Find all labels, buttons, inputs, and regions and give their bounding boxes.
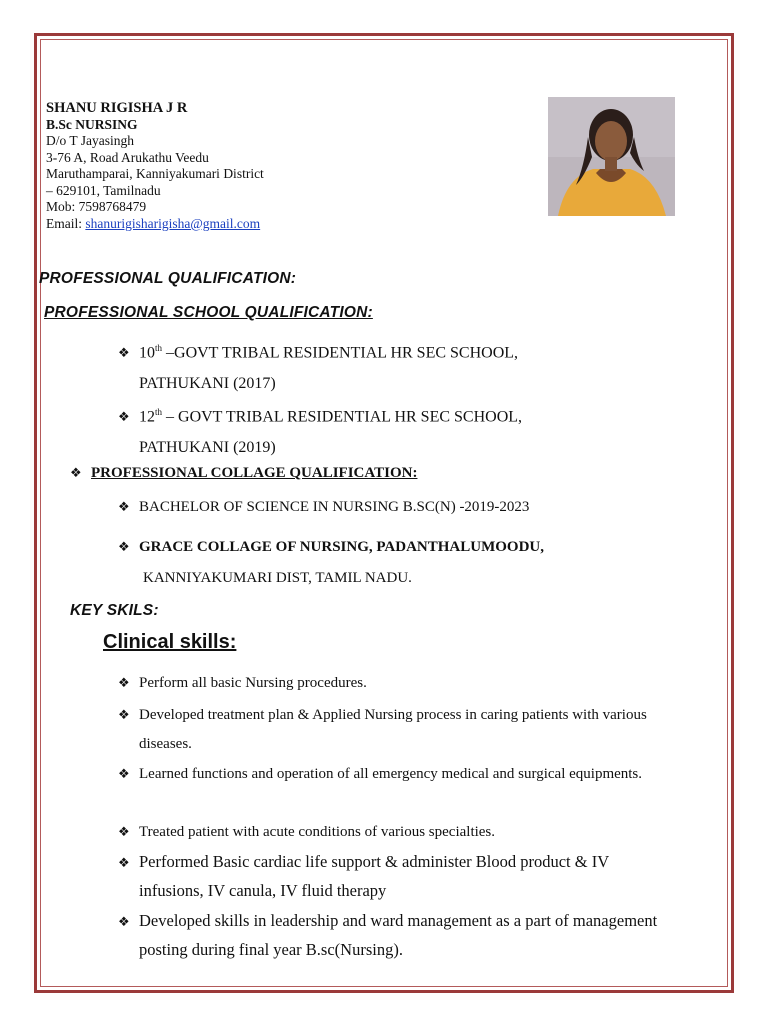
college-qualification-heading: PROFESSIONAL COLLAGE QUALIFICATION:: [91, 465, 418, 481]
diamond-bullet-icon: ❖: [118, 767, 130, 782]
profile-photo: [548, 97, 675, 216]
skill-text: Performed Basic cardiac life support & administer Blood product & IV infusions, IV canula, IV fluid therapy: [139, 852, 609, 900]
skill-text: Developed treatment plan & Applied Nursing process in caring patients with various diseases.: [139, 707, 647, 752]
skill-text: Learned functions and operation of all emergency medical and surgical equipments.: [139, 766, 643, 782]
address-line-3: – 629101, Tamilnadu: [46, 182, 161, 198]
address-line-2: Maruthamparai, Kanniyakumari District: [46, 166, 264, 181]
college-name-row: [118, 532, 544, 593]
candidate-name: SHANU RIGISHA J R: [46, 100, 188, 116]
parent-line: D/o T Jayasingh: [46, 133, 135, 148]
skill-item: [118, 847, 678, 905]
diamond-bullet-icon: ❖: [118, 410, 130, 426]
college-name: GRACE COLLAGE OF NURSING, PADANTHALUMOODU,: [139, 539, 545, 555]
header-block: [46, 100, 264, 232]
school-2-num: 12: [139, 408, 155, 426]
skill-item: [118, 669, 678, 698]
clinical-skills-heading: Clinical skills:: [103, 631, 237, 653]
school-1-line1: –GOVT TRIBAL RESIDENTIAL HR SEC SCHOOL,: [162, 344, 519, 362]
key-skills-heading: KEY SKILS:: [70, 602, 159, 619]
email-label: Email:: [46, 215, 86, 231]
skill-text: Treated patient with acute conditions of various specialties.: [139, 824, 496, 840]
school-2-line2: PATHUKANI (2019): [139, 439, 276, 457]
skill-text: Developed skills in leadership and ward management as a part of management posting during final year B.sc(Nursing).: [139, 911, 658, 959]
diamond-bullet-icon: ❖: [118, 915, 130, 930]
school-2-sup: th: [155, 407, 163, 417]
diamond-bullet-icon: ❖: [70, 466, 82, 481]
college-degree-row: [118, 492, 529, 523]
diamond-bullet-icon: ❖: [118, 676, 130, 691]
diamond-bullet-icon: ❖: [118, 540, 130, 555]
college-degree: BACHELOR OF SCIENCE IN NURSING B.SC(N) -2019-2023: [139, 499, 530, 515]
profile-photo-svg: [548, 97, 675, 216]
diamond-bullet-icon: ❖: [118, 500, 130, 515]
candidate-degree: B.Sc NURSING: [46, 116, 138, 132]
skill-item: [118, 760, 678, 789]
college-qualification-heading-row: [70, 458, 417, 489]
diamond-bullet-icon: ❖: [118, 825, 130, 840]
school-entry-1: [118, 333, 518, 399]
school-1-line2: PATHUKANI (2017): [139, 375, 276, 393]
school-qualification-heading: PROFESSIONAL SCHOOL QUALIFICATION:: [44, 304, 373, 321]
skill-item: [118, 701, 678, 759]
diamond-bullet-icon: ❖: [118, 346, 130, 362]
professional-qualification-heading: PROFESSIONAL QUALIFICATION:: [39, 270, 297, 287]
email-line: [46, 216, 264, 233]
skill-item: [118, 906, 678, 964]
mobile-line: Mob: 7598768479: [46, 199, 147, 214]
email-link[interactable]: shanurigisharigisha@gmail.com: [85, 215, 261, 231]
diamond-bullet-icon: ❖: [118, 856, 130, 871]
school-2-line1: – GOVT TRIBAL RESIDENTIAL HR SEC SCHOOL,: [162, 408, 523, 426]
school-entry-2: [118, 397, 522, 463]
address-line-1: 3-76 A, Road Arukathu Veedu: [46, 149, 209, 165]
skill-text: Perform all basic Nursing procedures.: [139, 675, 367, 691]
school-1-sup: th: [155, 343, 163, 353]
college-place: KANNIYAKUMARI DIST, TAMIL NADU.: [143, 570, 412, 586]
skill-item: [118, 818, 678, 847]
school-1-num: 10: [139, 344, 155, 362]
diamond-bullet-icon: ❖: [118, 708, 130, 723]
